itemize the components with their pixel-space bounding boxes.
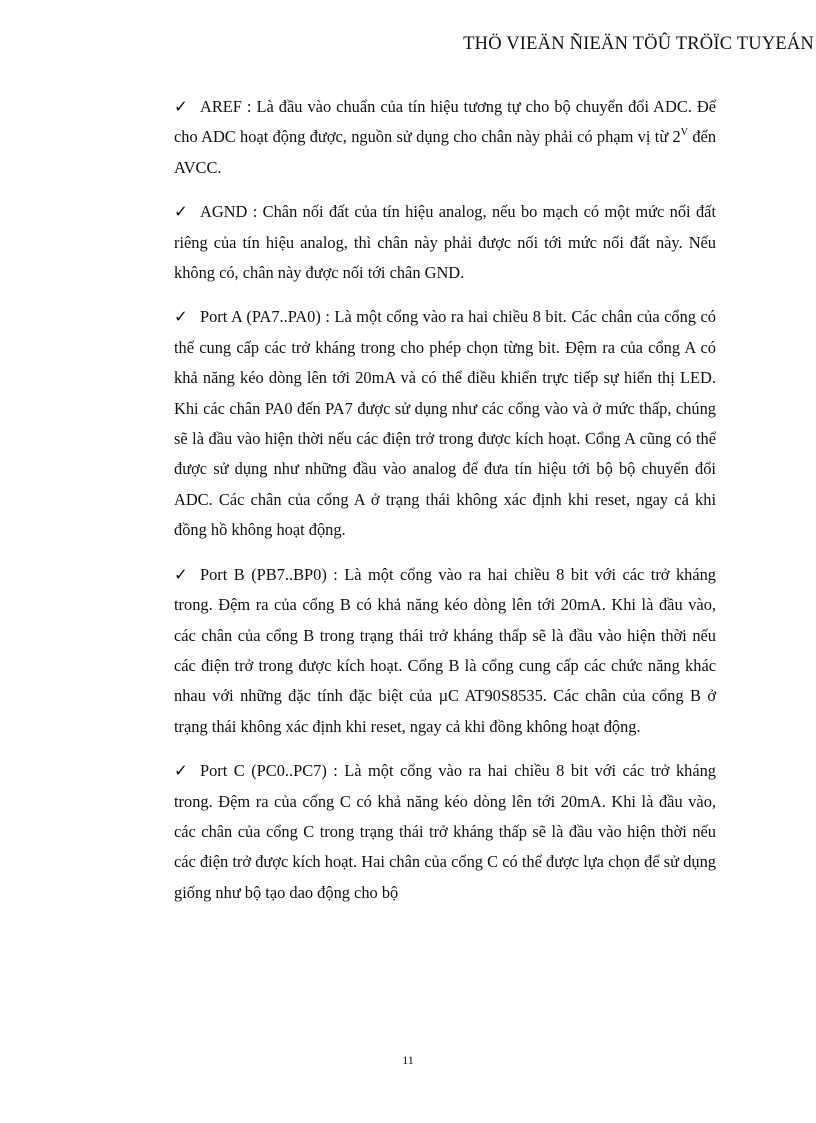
paragraph-port-a [174, 302, 716, 545]
check-icon: ✓ [174, 97, 188, 116]
paragraph-port-c [174, 756, 716, 908]
paragraph-aref [174, 92, 716, 183]
aref-text-end: đến AVCC. [174, 127, 717, 177]
voltage-superscript: V [680, 127, 688, 139]
port-c-text: Port C (PC0..PC7) : Là một cổng vào ra hai chiều 8 bit với các trở kháng trong. Đệm ra của cổng C có khả năng kéo dòng lên tới 20mA. Khi là đầu vào, các chân của cổng C trong trạng thái trở kháng thấp sẽ là đầu vào hiện thời nếu các điện trở được kích hoạt. Hai chân của cổng C có thể được lựa chọn để sử dụng giống như bộ tạo dao động cho bộ [174, 761, 716, 902]
port-b-text: Port B (PB7..BP0) : Là một cổng vào ra hai chiều 8 bit với các trở kháng trong. Đệm ra của cổng B có khả năng kéo dòng lên tới 20mA. Khi là đầu vào, các chân của cổng B trong trạng thái trở kháng thấp sẽ là đầu vào hiện thời nếu các điện trở trong được kích hoạt. Cổng B là cổng cung cấp các chức năng khác nhau với những đặc tính đặc biệt của µC AT90S8535. Các chân của cổng B ở trạng thái không xác định khi reset, ngay cả khi đồng không hoạt động. [174, 564, 716, 736]
check-icon: ✓ [174, 202, 188, 222]
agnd-text: AGND : Chân nối đất của tín hiệu analog, nếu bo mạch có một mức nối đất riêng của tín hiệu analog, thì chân này phải được nối tới mức nối đất này. Nếu không có, chân này được nối tới chân GND. [174, 202, 716, 283]
aref-text: AREF : Là đầu vào chuẩn của tín hiệu tương tự cho bộ chuyển đổi ADC. Để cho ADC hoạt động được, nguồn sử dụng cho chân này phải có phạm vị từ 2 [174, 97, 716, 147]
page-number: 11 [402, 1053, 414, 1067]
check-icon: ✓ [174, 307, 188, 327]
check-icon: ✓ [174, 761, 188, 781]
paragraph-agnd [174, 197, 716, 288]
port-a-text: Port A (PA7..PA0) : Là một cổng vào ra hai chiều 8 bit. Các chân của cổng có thể cung cấp các trở kháng trong cho phép chọn từng bit. Đệm ra của cổng A có khả năng kéo dòng lên tới 20mA và có thể điều khiển trực tiếp sự hiển thị LED. Khi các chân PA0 đến PA7 được sử dụng như các cổng vào và ở mức thấp, chúng sẽ là đầu vào hiện thời nếu các điện trở trong được kích hoạt. Cổng A cũng có thể được sử dụng như những đầu vào analog để đưa tín hiệu tới bộ bộ chuyển đổi ADC. Các chân của cổng A ở trạng thái không xác định khi reset, ngay cả khi đồng hồ không hoạt động. [174, 307, 716, 540]
page-header: THÖ VIEÄN ÑIEÄN TÖÛ TRÖÏC TUYEÁN [463, 34, 814, 54]
paragraph-port-b [174, 560, 716, 742]
document-body [174, 92, 716, 922]
check-icon: ✓ [174, 564, 188, 584]
